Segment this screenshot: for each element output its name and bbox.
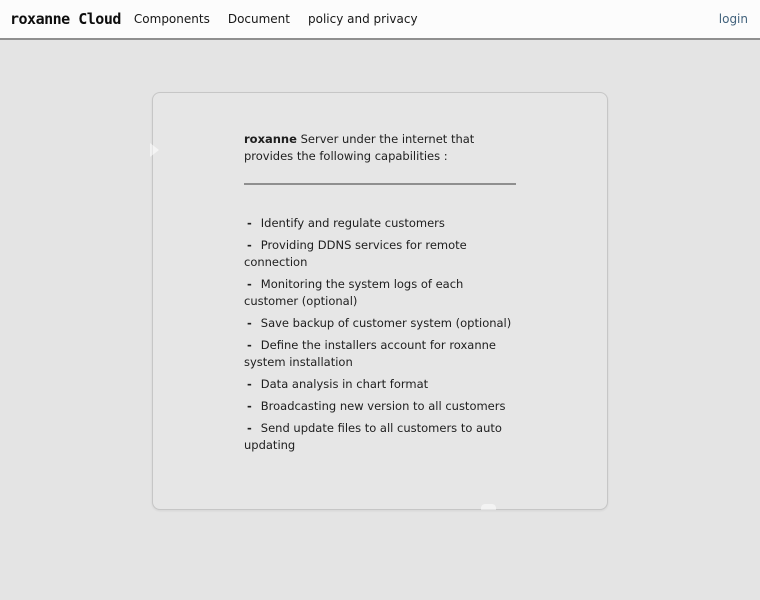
capabilities-list	[244, 215, 516, 454]
brand-logo[interactable]: roxanne Cloud	[10, 10, 121, 28]
capability-item	[244, 315, 516, 332]
capability-text: Send update files to all customers to auto updating	[244, 421, 502, 452]
bullet-dash: -	[247, 238, 252, 252]
capability-text: Monitoring the system logs of each customer (optional)	[244, 277, 464, 308]
bullet-dash: -	[247, 338, 252, 352]
capability-text: Providing DDNS services for remote connection	[244, 238, 467, 269]
card-heading-brand: roxanne	[244, 132, 297, 146]
nav-item-policy-and-privacy[interactable]: policy and privacy	[308, 12, 418, 26]
bullet-dash: -	[247, 377, 252, 391]
faint-edge-artifact	[481, 504, 496, 510]
login-link[interactable]: login	[718, 12, 748, 26]
top-navbar	[0, 0, 760, 40]
bullet-dash: -	[247, 277, 252, 291]
divider-line	[244, 183, 516, 185]
capability-text: Identify and regulate customers	[260, 216, 445, 230]
capability-text: Save backup of customer system (optional)	[260, 316, 512, 330]
card-heading-text: Server under the internet that provides the following capabilities :	[244, 132, 475, 163]
card-heading	[244, 131, 526, 165]
bullet-dash: -	[247, 421, 252, 435]
capability-item	[244, 398, 516, 415]
capability-item	[244, 337, 516, 371]
nav-item-components[interactable]: Components	[133, 12, 210, 26]
capability-text: Data analysis in chart format	[260, 377, 429, 391]
page-body	[0, 92, 760, 510]
capability-item	[244, 276, 516, 310]
bullet-dash: -	[247, 216, 252, 230]
bullet-dash: -	[247, 399, 252, 413]
faint-arrow-artifact	[150, 143, 159, 157]
nav-item-document[interactable]: Document	[227, 12, 290, 26]
capability-item	[244, 420, 516, 454]
bullet-dash: -	[247, 316, 252, 330]
capability-text: Broadcasting new version to all customers	[260, 399, 506, 413]
card-content	[244, 131, 516, 454]
capability-text: Define the installers account for roxanne system installation	[244, 338, 496, 369]
capability-item	[244, 215, 516, 232]
capability-item	[244, 237, 516, 271]
capability-item	[244, 376, 516, 393]
capabilities-card	[152, 92, 608, 510]
